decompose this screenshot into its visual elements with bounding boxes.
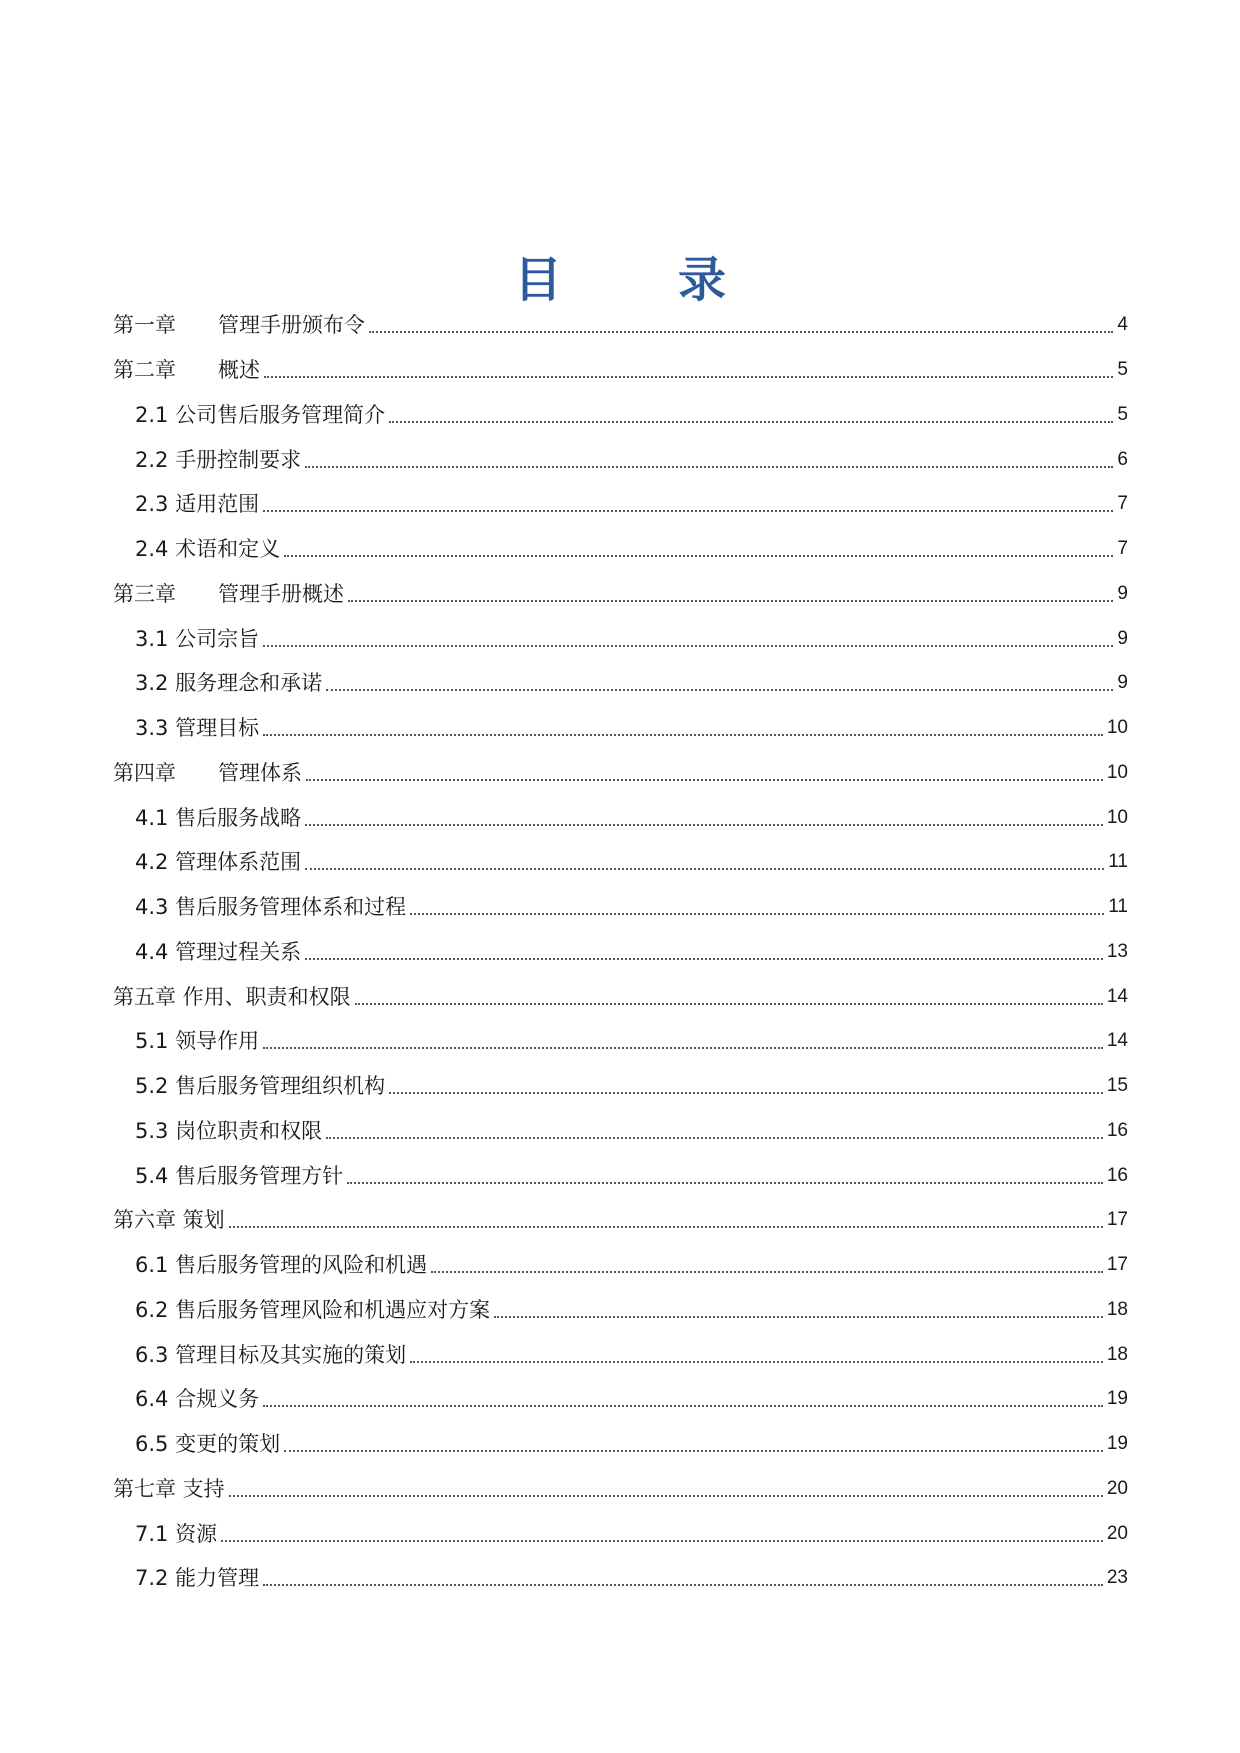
toc-entry-label: 7.1 资源: [135, 1521, 218, 1546]
toc-dot-leader: [348, 600, 1113, 602]
toc-dot-leader: [431, 1271, 1103, 1273]
toc-section-entry[interactable]: [113, 1422, 1128, 1467]
toc-dot-leader: [410, 1361, 1103, 1363]
toc-title: 目 录: [513, 252, 760, 308]
toc-chapter-entry[interactable]: [113, 751, 1128, 796]
toc-page-number: 17: [1106, 1254, 1128, 1276]
toc-dot-leader: [369, 331, 1113, 333]
toc-section-entry[interactable]: [113, 482, 1128, 527]
toc-section-entry[interactable]: [113, 840, 1128, 885]
toc-dot-leader: [305, 824, 1103, 826]
toc-entry-label: 5.4 售后服务管理方针: [135, 1163, 344, 1188]
toc-dot-leader: [306, 779, 1103, 781]
toc-chapter-entry[interactable]: [113, 348, 1128, 393]
toc-page-number: 20: [1106, 1477, 1128, 1499]
toc-entry-label: 5.3 岗位职责和权限: [135, 1118, 323, 1143]
toc-dot-leader: [263, 510, 1113, 512]
toc-chapter-entry[interactable]: [113, 974, 1128, 1019]
toc-page-number: 18: [1106, 1298, 1128, 1320]
toc-page-number: 18: [1106, 1343, 1128, 1365]
toc-entry-label: 第二章 概述: [113, 358, 260, 383]
toc-section-entry[interactable]: [113, 1511, 1128, 1556]
toc-entry-label: 2.3 适用范围: [135, 492, 260, 517]
toc-dot-leader: [389, 1092, 1103, 1094]
toc-page-number: 19: [1106, 1388, 1128, 1410]
toc-page-number: 11: [1108, 851, 1128, 873]
toc-entry-label: 第五章 作用、职责和权限: [113, 984, 351, 1009]
toc-page-number: 10: [1106, 717, 1128, 739]
toc-chapter-entry[interactable]: [113, 572, 1128, 617]
toc-entry-label: 4.2 管理体系范围: [135, 850, 302, 875]
toc-entry-label: 第一章 管理手册颁布令: [113, 313, 365, 338]
toc-dot-leader: [221, 1540, 1103, 1542]
toc-entry-label: 3.2 服务理念和承诺: [135, 671, 323, 696]
toc-page-number: 16: [1106, 1119, 1128, 1141]
toc-dot-leader: [355, 1003, 1103, 1005]
toc-section-entry[interactable]: [113, 930, 1128, 975]
toc-page-number: 13: [1106, 940, 1128, 962]
toc-page-number: 14: [1106, 1030, 1128, 1052]
toc-page-number: 10: [1106, 806, 1128, 828]
toc-dot-leader: [326, 1137, 1103, 1139]
toc-dot-leader: [305, 868, 1104, 870]
toc-dot-leader: [229, 1495, 1103, 1497]
toc-page-number: 5: [1117, 403, 1128, 425]
toc-page-number: 4: [1117, 314, 1128, 336]
toc-page-number: 17: [1106, 1209, 1128, 1231]
toc-entry-label: 4.1 售后服务战略: [135, 805, 302, 830]
toc-dot-leader: [263, 1405, 1103, 1407]
toc-chapter-entry[interactable]: [113, 1467, 1128, 1512]
toc-page-number: 9: [1117, 582, 1128, 604]
toc-chapter-entry[interactable]: [113, 1198, 1128, 1243]
toc-page-number: 9: [1117, 627, 1128, 649]
toc-entry-label: 2.1 公司售后服务管理简介: [135, 402, 386, 427]
toc-section-entry[interactable]: [113, 527, 1128, 572]
toc-entry-label: 4.4 管理过程关系: [135, 939, 302, 964]
toc-section-entry[interactable]: [113, 437, 1128, 482]
toc-section-entry[interactable]: [113, 1377, 1128, 1422]
toc-entry-label: 4.3 售后服务管理体系和过程: [135, 895, 407, 920]
toc-section-entry[interactable]: [113, 1243, 1128, 1288]
toc-dot-leader: [263, 1047, 1103, 1049]
toc-dot-leader: [284, 555, 1113, 557]
toc-page-number: 11: [1108, 896, 1128, 918]
toc-entry-label: 6.3 管理目标及其实施的策划: [135, 1342, 407, 1367]
toc-section-entry[interactable]: [113, 1556, 1128, 1601]
toc-section-entry[interactable]: [113, 1288, 1128, 1333]
toc-page-number: 7: [1117, 493, 1128, 515]
toc-entry-label: 6.2 售后服务管理风险和机遇应对方案: [135, 1297, 491, 1322]
toc-entry-label: 6.5 变更的策划: [135, 1432, 281, 1457]
toc-dot-leader: [305, 958, 1103, 960]
toc-section-entry[interactable]: [113, 661, 1128, 706]
toc-section-entry[interactable]: [113, 1019, 1128, 1064]
toc-dot-leader: [263, 645, 1113, 647]
toc-page-number: 23: [1106, 1567, 1128, 1589]
toc-section-entry[interactable]: [113, 706, 1128, 751]
toc-page-number: 14: [1106, 985, 1128, 1007]
toc-entry-label: 3.1 公司宗旨: [135, 626, 260, 651]
toc-page-number: 6: [1117, 448, 1128, 470]
toc-dot-leader: [229, 1226, 1103, 1228]
toc-page-number: 5: [1117, 359, 1128, 381]
toc-dot-leader: [264, 376, 1113, 378]
toc-dot-leader: [326, 689, 1113, 691]
toc-dot-leader: [305, 466, 1113, 468]
toc-section-entry[interactable]: [113, 885, 1128, 930]
toc-page-number: 15: [1106, 1075, 1128, 1097]
toc-entry-label: 2.4 术语和定义: [135, 537, 281, 562]
toc-entry-label: 3.3 管理目标: [135, 716, 260, 741]
toc-section-entry[interactable]: [113, 1153, 1128, 1198]
toc-page-number: 16: [1106, 1164, 1128, 1186]
toc-entry-label: 6.1 售后服务管理的风险和机遇: [135, 1253, 428, 1278]
toc-chapter-entry[interactable]: [113, 303, 1128, 348]
toc-dot-leader: [284, 1450, 1103, 1452]
toc-page-number: 10: [1106, 761, 1128, 783]
toc-entry-label: 6.4 合规义务: [135, 1387, 260, 1412]
toc-page-number: 9: [1117, 672, 1128, 694]
toc-section-entry[interactable]: [113, 1109, 1128, 1154]
toc-dot-leader: [263, 1584, 1103, 1586]
toc-section-entry[interactable]: [113, 393, 1128, 438]
toc-dot-leader: [389, 421, 1113, 423]
toc-entry-label: 7.2 能力管理: [135, 1566, 260, 1591]
toc-section-entry[interactable]: [113, 1064, 1128, 1109]
toc-entry-label: 第六章 策划: [113, 1208, 225, 1233]
toc-entry-label: 5.1 领导作用: [135, 1029, 260, 1054]
toc-dot-leader: [263, 734, 1103, 736]
toc-section-entry[interactable]: [113, 1332, 1128, 1377]
toc-page-number: 20: [1106, 1522, 1128, 1544]
toc-entry-label: 第七章 支持: [113, 1476, 225, 1501]
toc-section-entry[interactable]: [113, 616, 1128, 661]
toc-dot-leader: [410, 913, 1104, 915]
toc-page-number: 19: [1106, 1433, 1128, 1455]
toc-entry-label: 5.2 售后服务管理组织机构: [135, 1074, 386, 1099]
table-of-contents: [113, 303, 1128, 1601]
toc-entry-label: 第四章 管理体系: [113, 760, 302, 785]
toc-section-entry[interactable]: [113, 795, 1128, 840]
toc-entry-label: 2.2 手册控制要求: [135, 447, 302, 472]
toc-dot-leader: [347, 1182, 1103, 1184]
toc-page-number: 7: [1117, 538, 1128, 560]
toc-dot-leader: [494, 1316, 1103, 1318]
toc-entry-label: 第三章 管理手册概述: [113, 581, 344, 606]
